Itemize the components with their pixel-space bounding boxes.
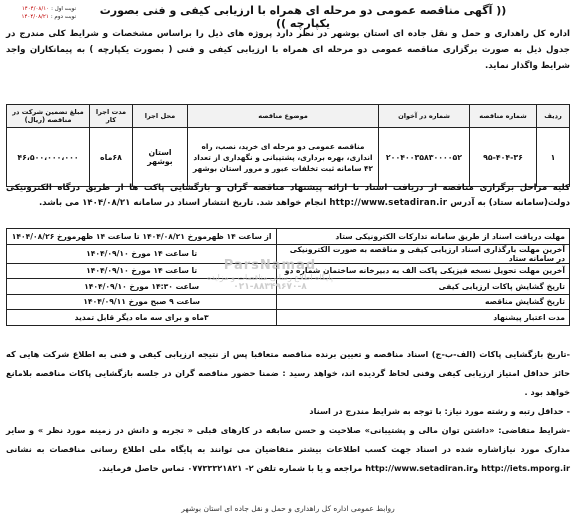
schedule-value: ساعت ۱۴:۳۰ مورخ ۱۴۰۴/۰۹/۱۰ (7, 279, 277, 295)
col-header-subject: موضوع مناقصه (188, 105, 379, 128)
col-header-akhavan-no: شماره در آخوان (379, 105, 470, 128)
schedule-table (6, 228, 570, 326)
footer-signature: روابط عمومی اداره کل راهداری و حمل و نقل جاده ای استان بوشهر (181, 504, 395, 513)
first-publication-label: نوبت اول : (51, 6, 76, 12)
process-text-rest: انجام خواهد شد. تاریخ انتشار اسناد در سامانه ۱۴۰۴/۰۸/۲۱ می باشد. (39, 198, 330, 208)
second-publication-label: نوبت دوم : (50, 14, 76, 20)
schedule-label: مدت اعتبار پیشنهاد (277, 310, 570, 326)
note-conditions: -شرایط متقاضی: «داشتن توان مالی و پشتیبانی» صلاحیت و حسن سابقه در کارهای قبلی « تجربه و دانش در زمینه مورد نظر » و سایر مدارک مورد نیازاشاره شده در اسناد جهت کسب اطلاعات بیشتر متقاضیان می توانند به پایگاه ملی اطلاع رسانی مناقصات به نشانی http://iets.mporg.ir وhttp://www.setadiran.ir مراجعه و یا با شماره تلفن ۲- ۰۷۷۳۳۳۲۱۸۲۱ تماس حاصل فرمایند. (6, 425, 570, 473)
tender-table (6, 104, 570, 187)
schedule-value: تا ساعت ۱۴ مورخ ۱۴۰۴/۰۹/۱۰ (7, 263, 277, 279)
cell-subject: مناقصه عمومی دو مرحله ای خرید، نصب، راه اندازی، بهره برداری، پشتیبانی و نگهداری از تعداد ۴۲ سامانه ثبت تخلفات عبور و مرور استان بوشهر (188, 128, 379, 187)
schedule-value: ۳ماه و برای سه ماه دیگر قابل تمدید (7, 310, 277, 326)
schedule-label: مهلت دریافت اسناد از طریق سامانه تدارکات الکترونیکی ستاد (277, 229, 570, 245)
notes-section (6, 345, 570, 478)
ad-title: (( آگهی مناقصه عمومی دو مرحله ای همراه با ارزیابی کیفی و فنی بصورت یکپارچه )) (99, 4, 507, 30)
second-publication-date: ۱۴۰۴/۰۸/۲۱ (21, 14, 49, 20)
cell-location: استان بوشهر (133, 128, 188, 187)
schedule-label: آخرین مهلت تحویل نسخه فیزیکی پاکت الف به دبیرخانه ساختمان شماره دو (277, 263, 570, 279)
intro-paragraph: اداره کل راهداری و حمل و نقل جاده ای استان بوشهر در نظر دارد پروژه های ذیل را براساس مشخصات و شرایط کلی مندرج در جدول ذیل به صورت برگزاری مناقصه عمومی دو مرحله ای همراه با ارزیابی کیفی و فنی ( بصورت یکپارچه ) به پیمانکاران واجد شرایط واگذار نماید. (6, 29, 570, 71)
schedule-row (7, 279, 570, 295)
schedule-row (7, 310, 570, 326)
watermark-phone: ۰۲۱-۸۸۳۴۹۶۷۰-۸ (233, 282, 307, 292)
cell-tender-no: ۹۵-۴۰۴-۳۶ (470, 128, 537, 187)
schedule-value: تا ساعت ۱۴ مورخ ۱۴۰۴/۰۹/۱۰ (7, 244, 277, 263)
watermark-brand: ParsNamad (223, 258, 317, 273)
note-opening: -تاریخ بازگشایی پاکات (الف-ب-ج) اسناد مناقصه و تعیین برنده مناقصه متعاقبا پس از نتیجه ارزیابی کیفی و فنی به اطلاع شرکت هایی که حائز حداقل امتیاز ارزیابی کیفی وفنی لحاظ گردیده اند، خواهد رسید : ضمنا حضور مناقصه گران در جلسه بازگشایی پاکات مناقصه بلامانع خواهد بود . (6, 349, 570, 397)
col-header-tender-no: شماره مناقصه (470, 105, 537, 128)
schedule-value: از ساعت ۱۴ ظهرمورخ ۱۴۰۴/۰۸/۲۱ تا ساعت ۱۴ ظهرمورخ ۱۴۰۴/۰۸/۲۶ (7, 229, 277, 245)
cell-row-no: ۱ (537, 128, 570, 187)
cell-guarantee: ۴۶،۵۰۰،۰۰۰،۰۰۰ (7, 128, 90, 187)
col-header-row-no: ردیف (537, 105, 570, 128)
publication-dates (6, 5, 76, 21)
table-row (7, 128, 570, 187)
col-header-location: محل اجرا (133, 105, 188, 128)
first-publication-date: ۱۴۰۴/۰۸/۱۰ (21, 6, 50, 12)
process-text: کلیه مراحل برگزاری مناقصه از دریافت اسناد تا ارائه پیشنهاد مناقصه گران و بازگشایی پاکت ها از طریق درگاه الکترونیکی دولت(سامانه ستاد) به آدرس (6, 183, 570, 208)
process-paragraph (6, 181, 570, 211)
schedule-row (7, 263, 570, 279)
watermark-subtitle: پایگاه اطلاع رسانی مناقصات و مزایده (207, 273, 333, 282)
cell-duration: ۶۸ماه (90, 128, 133, 187)
col-header-duration: مدت اجرا کار (90, 105, 133, 128)
schedule-label: تاریخ گشایش پاکات ارزیابی کیفی (277, 279, 570, 295)
setad-link[interactable]: http://www.setadiran.ir (329, 198, 448, 208)
note-rank: - حداقل رتبه و رشته مورد نیاز: با توجه به شرایط مندرج در اسناد (309, 406, 570, 416)
tender-table-header (7, 105, 570, 128)
schedule-row (7, 244, 570, 263)
schedule-row (7, 294, 570, 310)
schedule-value: ساعت ۹ صبح مورخ ۱۴۰۴/۰۹/۱۱ (7, 294, 277, 310)
col-header-guarantee: مبلغ تضمین شرکت در مناقصه (ریال) (7, 105, 90, 128)
schedule-label: تاریخ گشایش مناقصه (277, 294, 570, 310)
cell-akhavan-no: ۲۰۰۴۰۰۳۵۸۳۰۰۰۰۵۲ (379, 128, 470, 187)
schedule-label: آخرین مهلت بارگذاری اسناد ارزیابی کیفی و مناقصه به صورت الکترونیکی در سامانه ستاد (277, 244, 570, 263)
schedule-row (7, 229, 570, 245)
